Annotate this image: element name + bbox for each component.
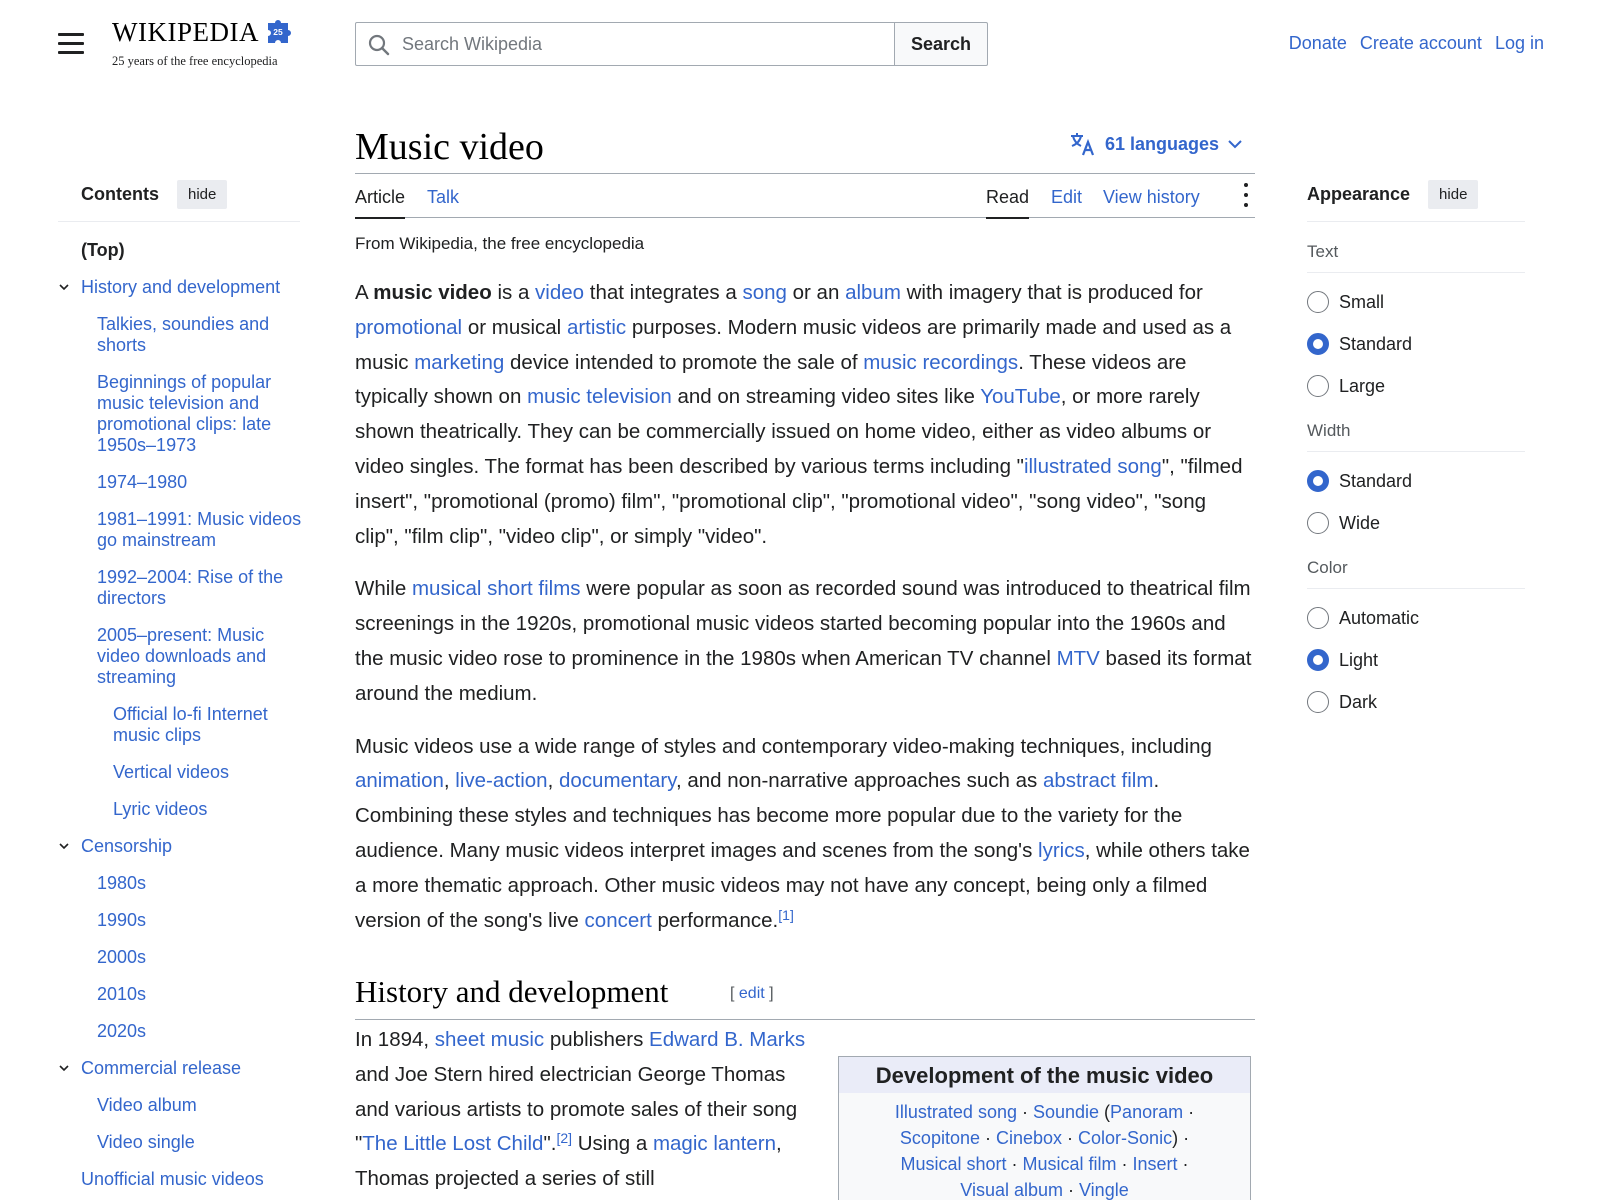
language-button[interactable] xyxy=(1069,132,1253,156)
radio-label: Light xyxy=(1339,649,1379,670)
citation xyxy=(556,1130,572,1146)
radio-label: Large xyxy=(1339,375,1386,396)
text-run: While xyxy=(355,577,412,601)
text-run: · xyxy=(1063,1180,1079,1200)
toc-item-1980s xyxy=(58,873,302,894)
radio-button[interactable] xyxy=(1307,375,1329,397)
toc-link[interactable]: History and development xyxy=(81,277,281,297)
radio-button[interactable] xyxy=(1307,512,1329,534)
radio-button[interactable] xyxy=(1307,691,1329,713)
link-documentary[interactable]: documentary xyxy=(559,769,676,793)
chevron-down-icon[interactable] xyxy=(58,1062,70,1074)
citation xyxy=(778,907,794,923)
radio-color-dark[interactable] xyxy=(1307,681,1525,723)
link-illustrated-song[interactable]: Illustrated song xyxy=(894,1102,1017,1122)
text-run: and on streaming video sites like xyxy=(671,385,981,409)
radio-label: Dark xyxy=(1339,691,1378,712)
search-input[interactable] xyxy=(402,23,882,65)
search-button[interactable]: Search xyxy=(894,22,988,66)
text-run: . Combining these styles and techniques has become more popular due to the variety for the audience. Many music videos interpret images and scenes from the song's xyxy=(355,769,1183,862)
toc-link[interactable]: Talkies, soundies and shorts xyxy=(97,314,270,355)
toc-item-vertical-videos xyxy=(58,762,302,783)
text-run: · xyxy=(1177,1154,1189,1174)
language-count: 61 languages xyxy=(1104,133,1219,154)
toc-item-2000s xyxy=(58,947,302,968)
text-run: , Thomas projected a series of still xyxy=(355,1132,782,1191)
radio-color-light[interactable] xyxy=(1307,639,1525,681)
section-paragraph xyxy=(355,1023,810,1197)
toc-item-beginnings-of-popular-music-television-and-promotional-clips-late-1950s-1973 xyxy=(58,372,302,456)
link-promotional[interactable]: promotional xyxy=(355,315,463,339)
text-run: · xyxy=(1116,1154,1133,1174)
link-lyrics[interactable]: lyrics xyxy=(1038,838,1085,862)
text-run: and Joe Stern hired electrician George Thomas and various artists to promote sales of their song " xyxy=(355,1062,798,1156)
text-run: or an xyxy=(786,281,846,304)
toc-link[interactable]: Beginnings of popular music television and promotional clips: late 1950s–1973 xyxy=(97,372,272,455)
text-run: performance. xyxy=(651,908,779,932)
appearance-group-color xyxy=(1307,558,1525,723)
radio-label: Small xyxy=(1339,291,1385,312)
toc-link[interactable]: 1992–2004: Rise of the directors xyxy=(97,567,284,608)
link-panoram[interactable]: Panoram xyxy=(1110,1102,1184,1122)
tab-read[interactable]: Read xyxy=(986,187,1029,219)
radio-text-large[interactable] xyxy=(1307,365,1525,407)
text-run: ) · xyxy=(1172,1128,1190,1148)
toc-link[interactable]: Unofficial music videos xyxy=(81,1169,264,1189)
text-run: ". xyxy=(543,1132,557,1156)
text-run: , and non-narrative approaches such as xyxy=(675,769,1043,793)
link-song[interactable]: song xyxy=(742,281,787,304)
link-marketing[interactable]: marketing xyxy=(414,350,505,374)
puzzle-badge-icon xyxy=(264,17,292,45)
text-run: device intended to promote the sale of xyxy=(504,350,864,374)
toc-link[interactable]: 2005–present: Music video downloads and streaming xyxy=(97,625,267,687)
toc-item-unofficial-music-videos xyxy=(58,1169,302,1190)
link-magic-lantern[interactable]: magic lantern xyxy=(652,1132,776,1156)
toc-link[interactable]: Video single xyxy=(97,1132,195,1152)
link-edward-b-marks[interactable]: Edward B. Marks xyxy=(649,1028,806,1051)
link-visual-album[interactable]: Visual album xyxy=(960,1180,1063,1200)
wikipedia-logo[interactable] xyxy=(112,15,302,71)
appearance-groups xyxy=(1307,242,1525,723)
toc-link[interactable]: Official lo-fi Internet music clips xyxy=(113,704,268,745)
donate-link[interactable]: Donate xyxy=(1288,33,1347,53)
toc-item-lyric-videos xyxy=(58,799,302,820)
link-soundie[interactable]: Soundie xyxy=(1032,1102,1100,1122)
radio-button[interactable] xyxy=(1307,607,1329,629)
section-heading-row xyxy=(355,974,1255,1020)
toc-link[interactable]: 2000s xyxy=(97,947,147,967)
appearance-group-label: Text xyxy=(1307,242,1525,273)
section-edit-link: [ edit ] xyxy=(730,985,774,1003)
text-run: · xyxy=(1183,1102,1195,1122)
toc-item-talkies-soundies-and-shorts xyxy=(58,314,302,356)
link-musical-short[interactable]: Musical short xyxy=(900,1154,1007,1174)
text-run: · xyxy=(979,1128,996,1148)
tagline: From Wikipedia, the free encyclopedia xyxy=(355,234,645,253)
logo-badge-number: 25 xyxy=(273,27,283,37)
text-run: publishers xyxy=(544,1028,650,1051)
infobox-line xyxy=(847,1125,1242,1151)
radio-label: Standard xyxy=(1339,470,1413,491)
toc-item-1981-1991-music-videos-go-mainstream xyxy=(58,509,302,551)
text-run: A xyxy=(355,281,374,304)
text-run: were popular as soon as recorded sound was introduced to theatrical film screenings in the 1920s, promotional music videos started becoming popular into the 1960s and the music video rose to prominence in the 1980s when American TV channel xyxy=(355,577,1251,670)
toc-link[interactable]: Lyric videos xyxy=(113,799,208,819)
chevron-down-icon[interactable] xyxy=(58,281,70,293)
link-sheet-music[interactable]: sheet music xyxy=(434,1028,545,1051)
text-run: with imagery that is produced for xyxy=(900,281,1203,304)
toc-link[interactable]: Commercial release xyxy=(81,1058,242,1078)
paragraph xyxy=(355,276,1255,554)
link-the-little-lost-child[interactable]: The Little Lost Child xyxy=(362,1132,544,1156)
link-insert[interactable]: Insert xyxy=(1132,1154,1178,1174)
toc-item-1992-2004-rise-of-the-directors xyxy=(58,567,302,609)
link-musical-short-films[interactable]: musical short films xyxy=(411,577,581,601)
infobox-line xyxy=(847,1151,1242,1177)
tab-talk[interactable]: Talk xyxy=(427,187,460,207)
article-content xyxy=(355,120,1255,1020)
toc-item-1990s xyxy=(58,910,302,931)
link-artistic[interactable]: artistic xyxy=(566,315,627,339)
text-run: · xyxy=(1016,1102,1033,1122)
radio-label: Wide xyxy=(1339,512,1381,533)
text-run: based its format around the medium. xyxy=(355,646,1252,705)
chevron-down-icon xyxy=(1225,137,1245,151)
toc-link[interactable]: 1990s xyxy=(97,910,147,930)
tab-edit[interactable]: Edit xyxy=(1051,187,1083,207)
text-run: is a xyxy=(491,281,536,304)
appearance-group-width xyxy=(1307,421,1525,544)
radio-button[interactable] xyxy=(1307,649,1329,671)
page-title: Music video xyxy=(355,126,544,168)
main-menu-button[interactable] xyxy=(58,33,84,53)
navigation-infobox xyxy=(838,1056,1251,1200)
radio-button[interactable] xyxy=(1307,291,1329,313)
radio-width-standard[interactable] xyxy=(1307,460,1525,502)
link-abstract-film[interactable]: abstract film xyxy=(1042,769,1154,793)
radio-text-small[interactable] xyxy=(1307,281,1525,323)
toc-item-video-single xyxy=(58,1132,302,1153)
link-animation[interactable]: animation xyxy=(355,769,444,793)
citation-link[interactable]: [2] xyxy=(556,1130,573,1147)
radio-width-wide[interactable] xyxy=(1307,502,1525,544)
toc-link[interactable]: Censorship xyxy=(81,836,173,856)
text-run: , xyxy=(547,769,559,793)
edit-link[interactable]: edit xyxy=(738,985,765,1003)
link-illustrated-song[interactable]: illustrated song xyxy=(1023,454,1162,478)
appearance-header xyxy=(1307,180,1525,222)
log-in-link[interactable]: Log in xyxy=(1494,33,1544,53)
radio-button[interactable] xyxy=(1307,470,1329,492)
toc-link[interactable]: 2010s xyxy=(97,984,147,1004)
link-mtv[interactable]: MTV xyxy=(1056,646,1100,670)
tab-article[interactable]: Article xyxy=(355,187,405,219)
infobox-line xyxy=(847,1177,1242,1200)
search-icon xyxy=(368,34,390,56)
radio-color-automatic[interactable] xyxy=(1307,597,1525,639)
toc-item-censorship xyxy=(58,836,302,857)
toc-list xyxy=(58,240,302,1190)
page-tabs xyxy=(355,174,1255,218)
link-scopitone[interactable]: Scopitone xyxy=(899,1128,980,1148)
bold-term: music video xyxy=(373,281,492,304)
text-run: · xyxy=(1006,1154,1023,1174)
appearance-hide-button[interactable]: hide xyxy=(1428,180,1478,209)
text-run: Using a xyxy=(572,1132,653,1156)
link-vingle[interactable]: Vingle xyxy=(1079,1180,1129,1200)
language-icon xyxy=(1069,132,1097,156)
text-run: · xyxy=(1062,1128,1079,1148)
create-account-link[interactable]: Create account xyxy=(1359,33,1482,53)
link-live-action[interactable]: live-action xyxy=(455,769,548,793)
paragraph xyxy=(355,572,1255,711)
appearance-group-label: Width xyxy=(1307,421,1525,452)
more-actions-icon[interactable] xyxy=(1243,183,1249,211)
link-youtube[interactable]: YouTube xyxy=(980,385,1061,409)
citation-link[interactable]: [1] xyxy=(778,906,794,923)
text-run: , xyxy=(443,769,456,793)
hamburger-menu-icon xyxy=(58,33,84,36)
link-music-television[interactable]: music television xyxy=(527,385,672,409)
text-run: or musical xyxy=(462,315,567,339)
radio-text-standard[interactable] xyxy=(1307,323,1525,365)
text-run: . These videos are typically shown on xyxy=(355,350,1187,409)
appearance-group-label: Color xyxy=(1307,558,1525,589)
link-concert[interactable]: concert xyxy=(584,908,652,932)
paragraph xyxy=(355,730,1255,939)
toc-item-2010s xyxy=(58,984,302,1005)
link-video[interactable]: video xyxy=(535,281,585,304)
logo-wordmark: WIKIPEDIA xyxy=(112,17,259,47)
user-links xyxy=(1281,33,1544,54)
appearance-group-text xyxy=(1307,242,1525,407)
link-musical-film[interactable]: Musical film xyxy=(1022,1154,1117,1174)
tab-view-history[interactable]: View history xyxy=(1103,187,1200,207)
section-heading: History and development xyxy=(355,974,669,1010)
text-run: ", "filmed insert", "promotional (promo) film", "promotional clip", "promotional video", "song video", "song clip", "film clip", "video clip", or simply "video". xyxy=(355,454,1243,548)
toc-item-top xyxy=(58,240,302,261)
toc-title: Contents xyxy=(81,184,159,204)
text-run: ( xyxy=(1099,1102,1111,1122)
toc-item-commercial-release xyxy=(58,1058,302,1079)
toc-header xyxy=(58,180,300,222)
infobox-body xyxy=(839,1093,1250,1200)
radio-label: Automatic xyxy=(1339,607,1420,628)
infobox-title: Development of the music video xyxy=(839,1057,1250,1093)
search-box xyxy=(355,22,895,66)
title-row xyxy=(355,120,1255,174)
toc-item-1974-1980 xyxy=(58,472,302,493)
radio-button[interactable] xyxy=(1307,333,1329,355)
text-run: In 1894, xyxy=(355,1028,435,1051)
toc-link[interactable]: 1980s xyxy=(97,873,147,893)
toc-item-official-lo-fi-internet-music-clips xyxy=(58,704,302,746)
appearance-title: Appearance xyxy=(1307,184,1411,204)
toc-link[interactable]: 2020s xyxy=(97,1021,147,1041)
link-album[interactable]: album xyxy=(845,281,901,304)
toc-item-video-album xyxy=(58,1095,302,1116)
radio-label: Standard xyxy=(1339,333,1413,354)
link-cinebox[interactable]: Cinebox xyxy=(995,1128,1063,1148)
toc-hide-button[interactable]: hide xyxy=(177,180,227,209)
toc-link[interactable]: Video album xyxy=(97,1095,197,1115)
infobox-line xyxy=(847,1099,1242,1125)
text-run: purposes. Modern music videos are primarily made and used as a music xyxy=(355,315,1232,374)
toc-link[interactable]: 1981–1991: Music videos go mainstream xyxy=(97,509,302,550)
table-of-contents xyxy=(58,180,302,1200)
toc-item-2005-present-music-video-downloads-and-streaming xyxy=(58,625,302,688)
text-run: , or more rarely shown theatrically. They can be commercially issued on home video, either as video albums or video singles. The format has been described by various terms including " xyxy=(355,385,1212,478)
appearance-panel xyxy=(1307,180,1525,723)
logo-tagline: 25 years of the free encyclopedia xyxy=(112,54,278,68)
text-run: , while others take a more thematic approach. Other music videos may not have any concept, being only a filmed version of the song's live xyxy=(355,838,1250,932)
chevron-down-icon[interactable] xyxy=(58,840,70,852)
text-run: that integrates a xyxy=(584,281,743,304)
toc-link[interactable]: Vertical videos xyxy=(113,762,230,782)
toc-item-2020s xyxy=(58,1021,302,1042)
toc-item-history-and-development xyxy=(58,277,302,298)
link-color-sonic[interactable]: Color-Sonic xyxy=(1078,1128,1173,1148)
toc-link[interactable]: 1974–1980 xyxy=(97,472,188,492)
link-music-recordings[interactable]: music recordings xyxy=(863,350,1019,374)
toc-link[interactable]: (Top) xyxy=(81,240,125,260)
text-run: Music videos use a wide range of styles and contemporary video-making techniques, including xyxy=(355,734,1212,758)
